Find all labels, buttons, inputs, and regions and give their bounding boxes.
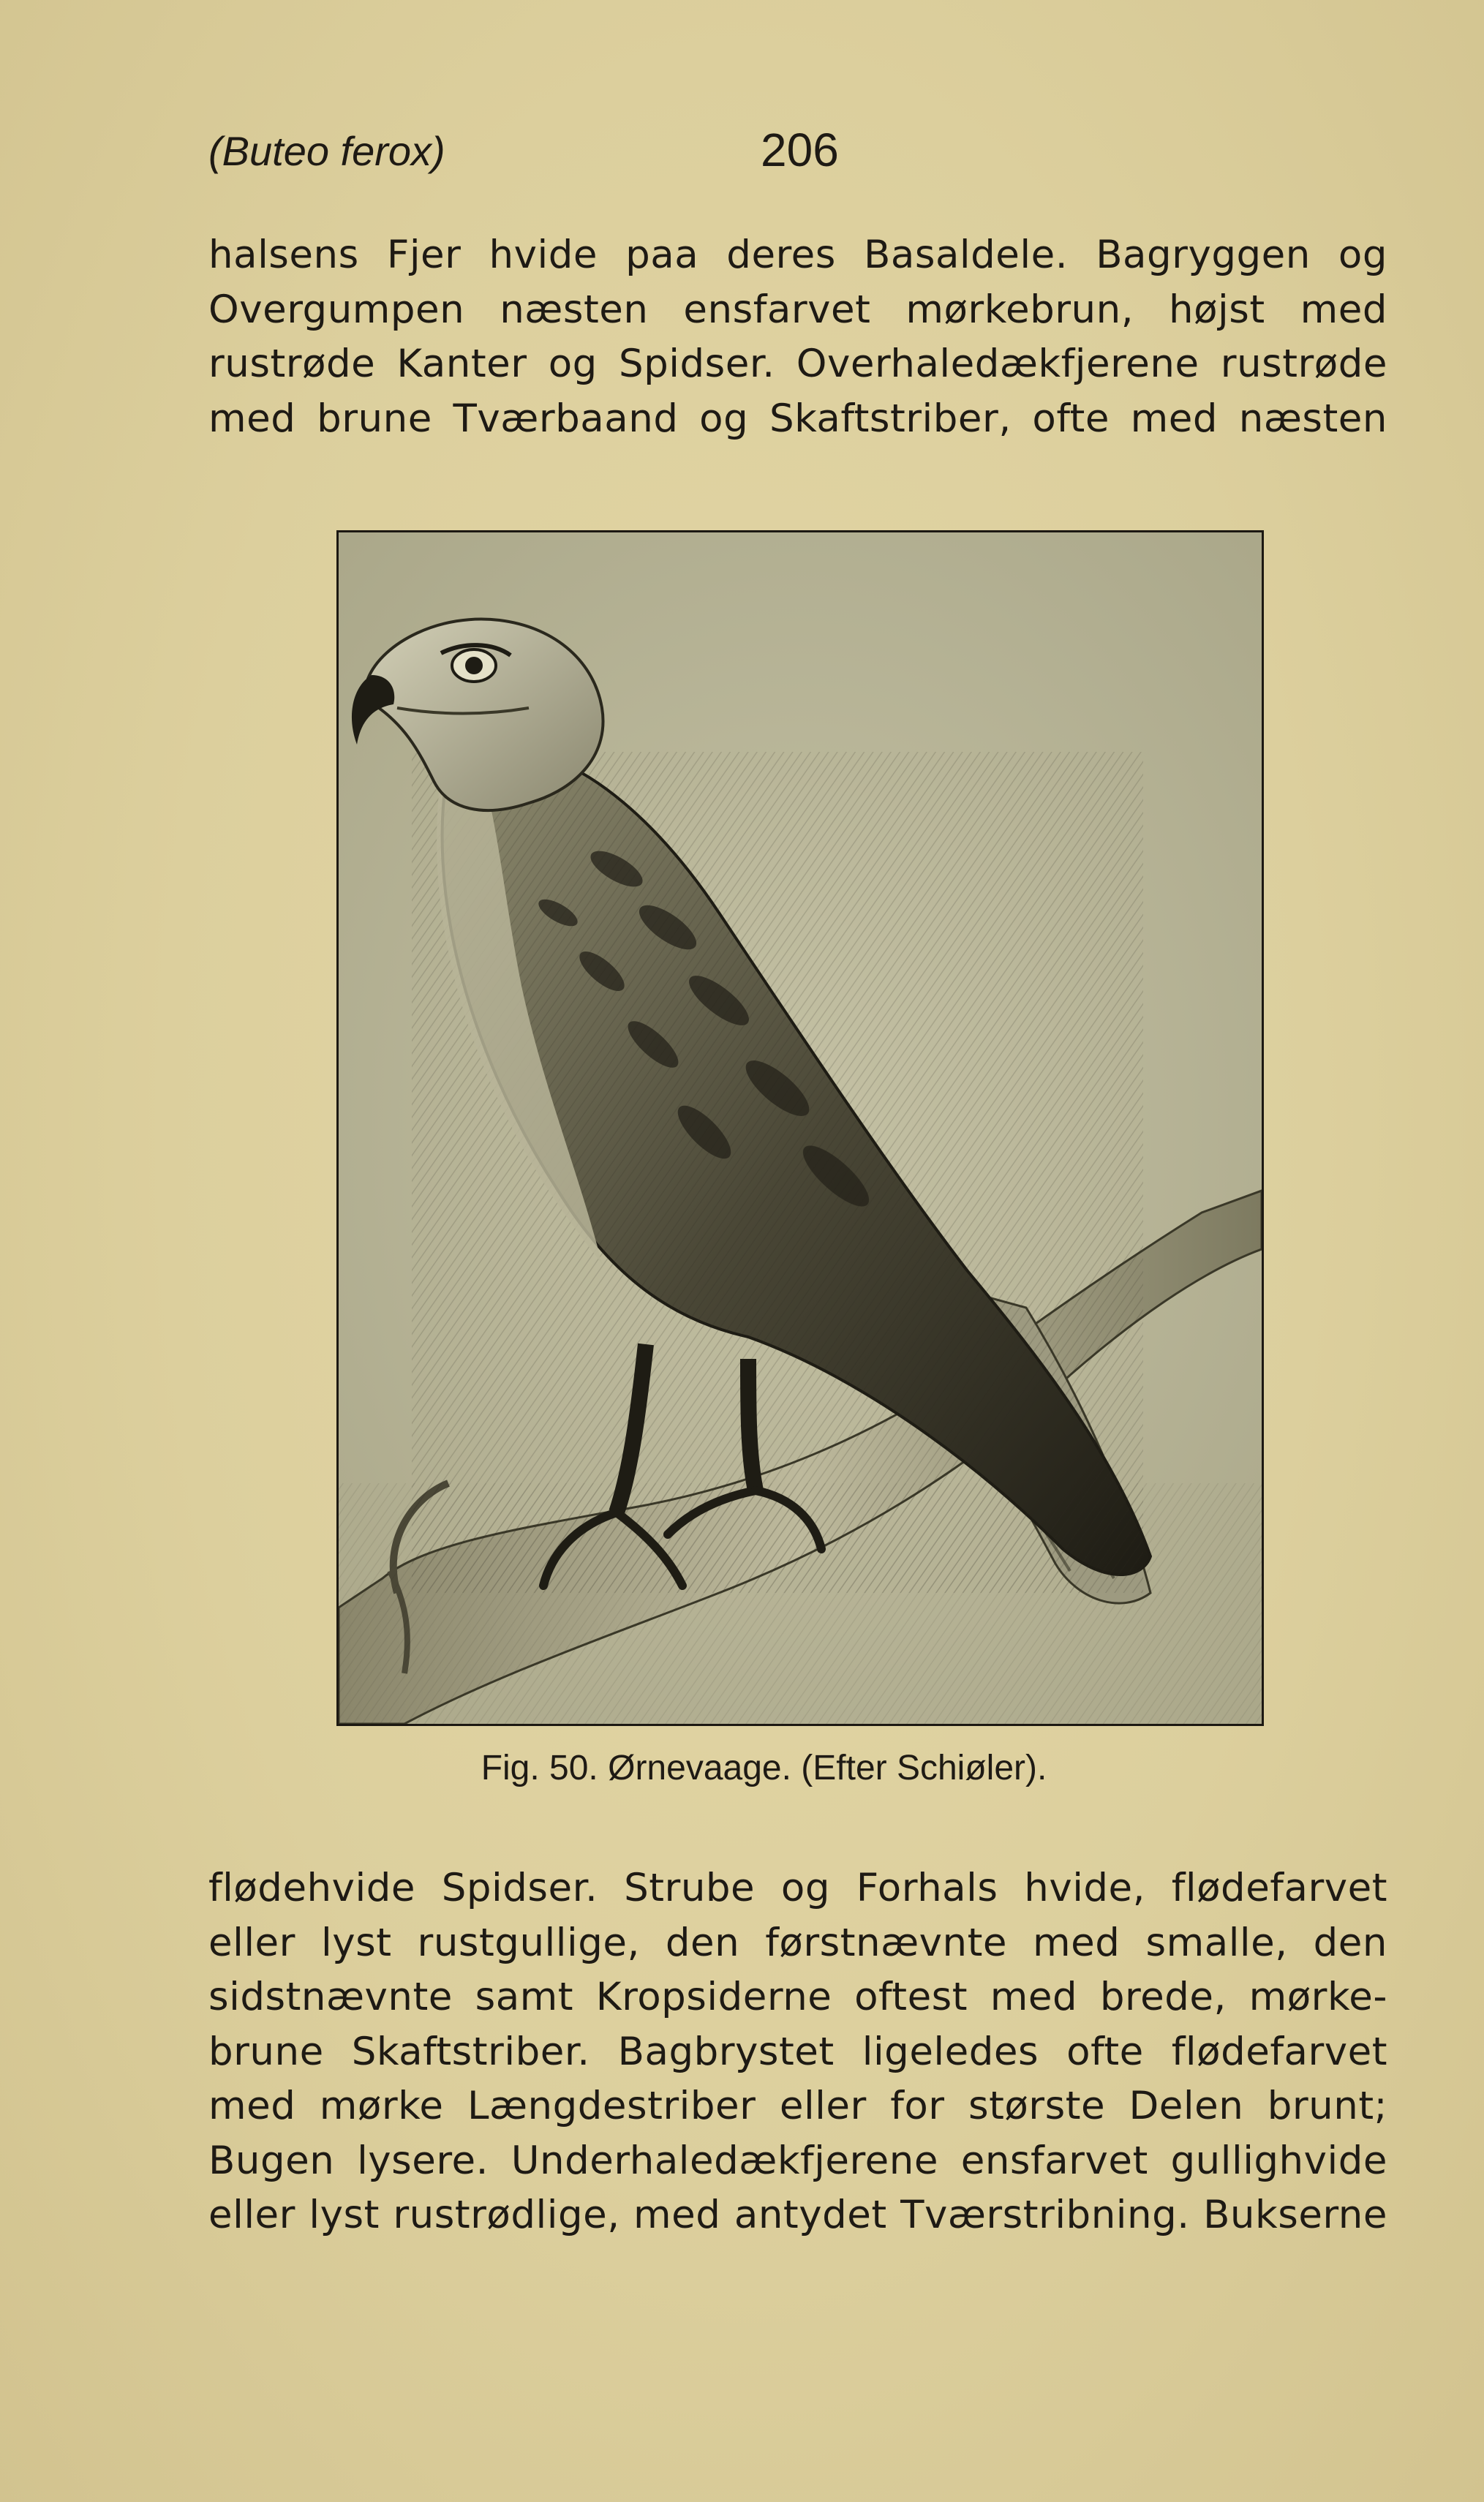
- bird-illustration: [339, 532, 1262, 1724]
- text-line: rustrøde Kanter og Spidser. Overhaledækfjerene rustrøde: [208, 342, 1387, 386]
- page-number: 206: [761, 124, 839, 176]
- bottom-paragraph: [208, 1861, 1387, 2243]
- page-header: [208, 123, 1379, 189]
- text-line: brune Skaftstriber. Bagbrystet ligeledes ofte flødefarvet: [208, 2029, 1387, 2074]
- text-line: sidstnævnte samt Kropsiderne oftest med brede, mørke-: [208, 1975, 1387, 2019]
- text-line: flødehvide Spidser. Strube og Forhals hvide, flødefarvet: [208, 1866, 1387, 1910]
- figure-plate: [336, 530, 1264, 1726]
- figure-caption: Fig. 50. Ørnevaage. (Efter Schiøler).: [481, 1749, 1047, 1787]
- text-line: Bugen lysere. Underhaledækfjerene ensfarvet gullighvide: [208, 2138, 1387, 2183]
- text-line: med brune Tværbaand og Skaftstriber, ofte med næsten: [208, 396, 1387, 441]
- running-title: (Buteo ferox): [208, 128, 445, 174]
- text-line: eller lyst rustrødlige, med antydet Tværstribning. Bukserne: [208, 2193, 1387, 2237]
- top-paragraph: [208, 228, 1387, 446]
- text-line: halsens Fjer hvide paa deres Basaldele. Bagryggen og: [208, 233, 1387, 277]
- text-line: med mørke Længdestriber eller for største Delen brunt;: [208, 2084, 1387, 2128]
- text-line: Overgumpen næsten ensfarvet mørkebrun, højst med: [208, 287, 1387, 332]
- text-line: eller lyst rustgullige, den førstnævnte med smalle, den: [208, 1920, 1387, 1965]
